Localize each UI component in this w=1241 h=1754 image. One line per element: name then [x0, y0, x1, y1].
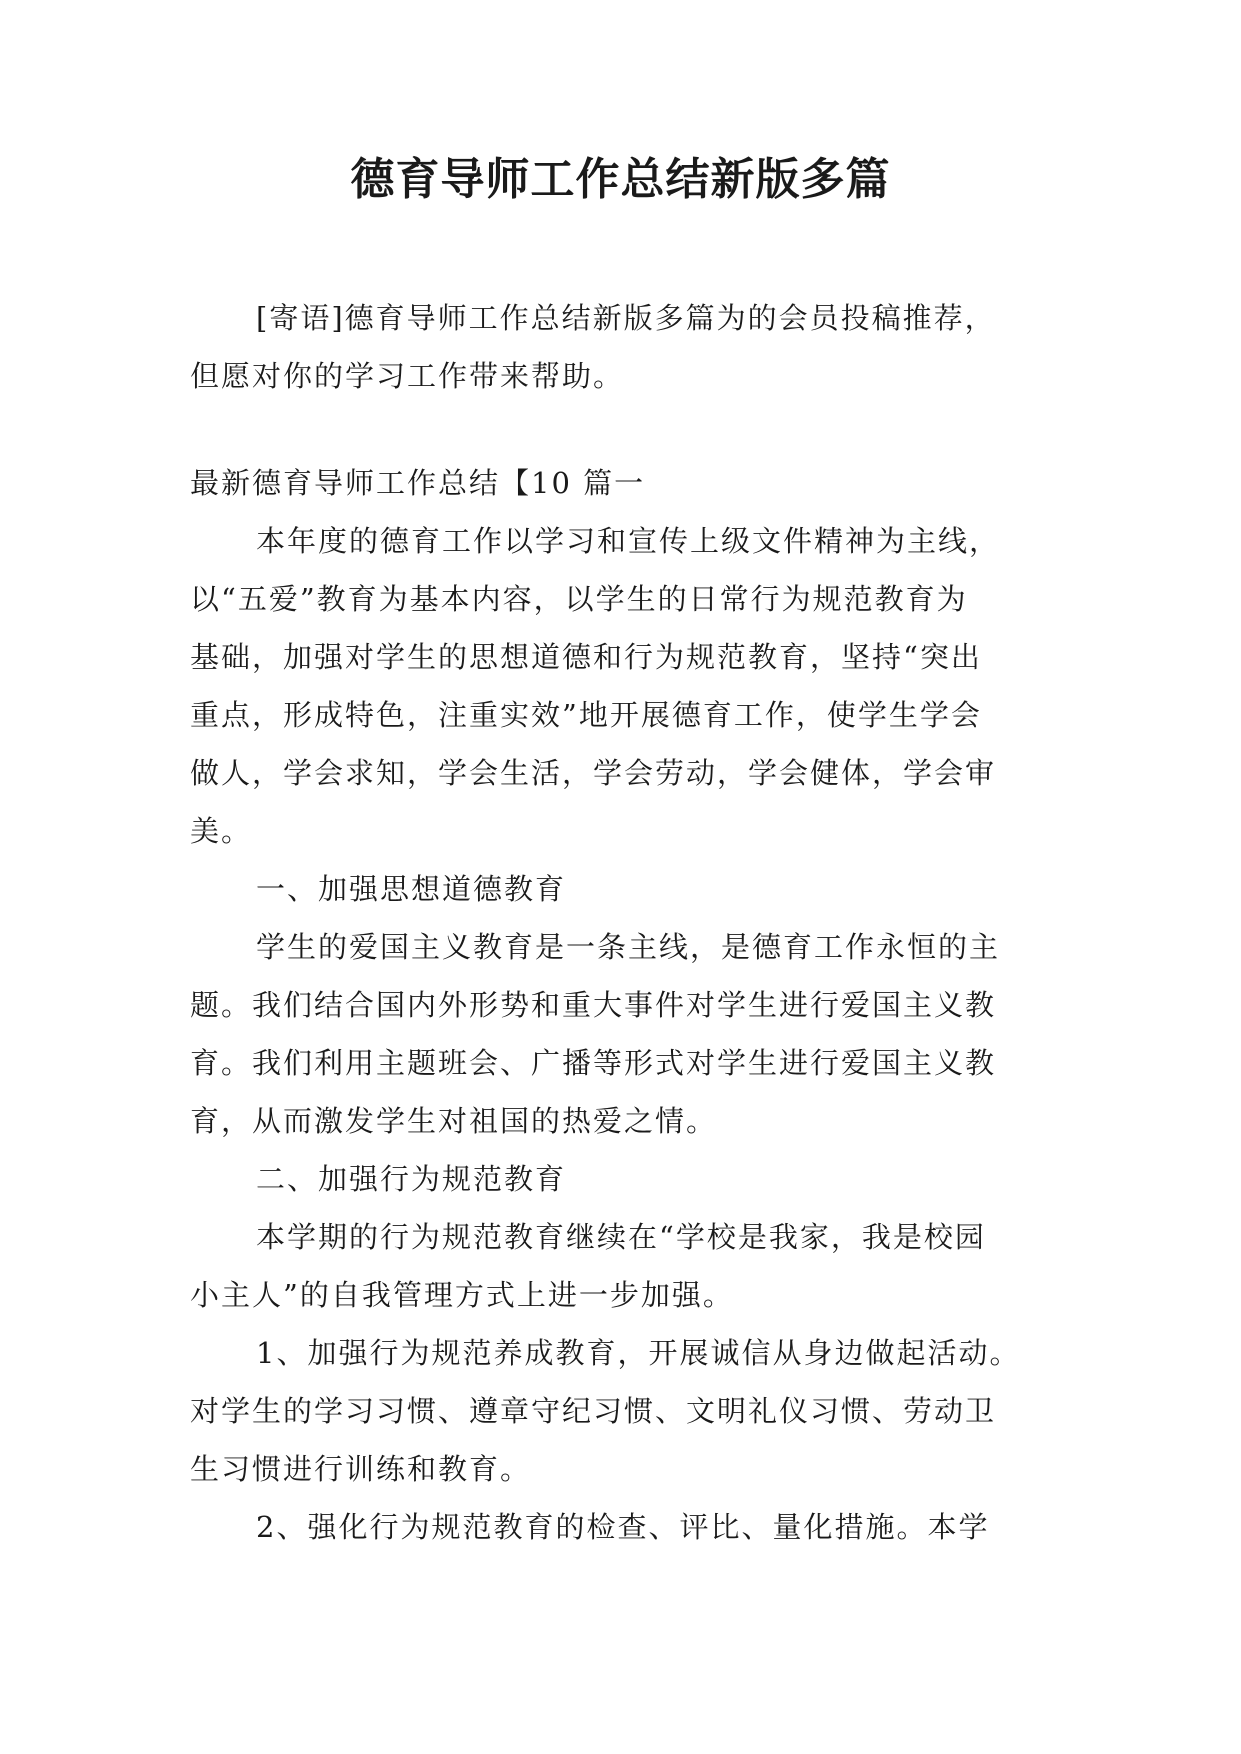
text-line: 1、加强行为规范养成教育，开展诚信从身边做起活动。	[256, 1336, 1021, 1370]
body-text	[190, 454, 1070, 1556]
text-line: 育。我们利用主题班会、广播等形式对学生进行爱国主义教	[190, 1046, 997, 1080]
text-line: 基础，加强对学生的思想道德和行为规范教育，坚持“突出	[190, 640, 982, 674]
text-line: [寄语]德育导师工作总结新版多篇为的会员投稿推荐，	[256, 301, 996, 335]
text-line: 本学期的行为规范教育继续在“学校是我家，我是校园	[256, 1220, 986, 1254]
text-line: 但愿对你的学习工作带来帮助。	[190, 359, 625, 393]
subheading: 二、加强行为规范教育	[256, 1162, 567, 1196]
document-title: 德育导师工作总结新版多篇	[350, 154, 891, 205]
text-line: 美。	[190, 814, 253, 848]
text-line: 小主人”的自我管理方式上进一步加强。	[190, 1278, 734, 1312]
text-line: 学生的爱国主义教育是一条主线，是德育工作永恒的主	[256, 930, 1001, 964]
text-line: 育，从而激发学生对祖国的热爱之情。	[190, 1104, 718, 1138]
intro-paragraph	[190, 289, 1070, 405]
text-line: 2、强化行为规范教育的检查、评比、量化措施。本学	[256, 1510, 990, 1544]
text-line: 本年度的德育工作以学习和宣传上级文件精神为主线，	[256, 524, 1001, 558]
text-line: 对学生的学习习惯、遵章守纪习惯、文明礼仪习惯、劳动卫	[190, 1394, 997, 1428]
section-heading: 最新德育导师工作总结【10 篇一	[190, 466, 646, 500]
text-line: 重点，形成特色，注重实效”地开展德育工作，使学生学会	[190, 698, 982, 732]
text-line: 生习惯进行训练和教育。	[190, 1452, 532, 1486]
text-line: 做人，学会求知，学会生活，学会劳动，学会健体，学会审	[190, 756, 997, 790]
text-line: 题。我们结合国内外形势和重大事件对学生进行爱国主义教	[190, 988, 997, 1022]
text-line: 以“五爱”教育为基本内容，以学生的日常行为规范教育为	[190, 582, 968, 616]
subheading: 一、加强思想道德教育	[256, 872, 567, 906]
